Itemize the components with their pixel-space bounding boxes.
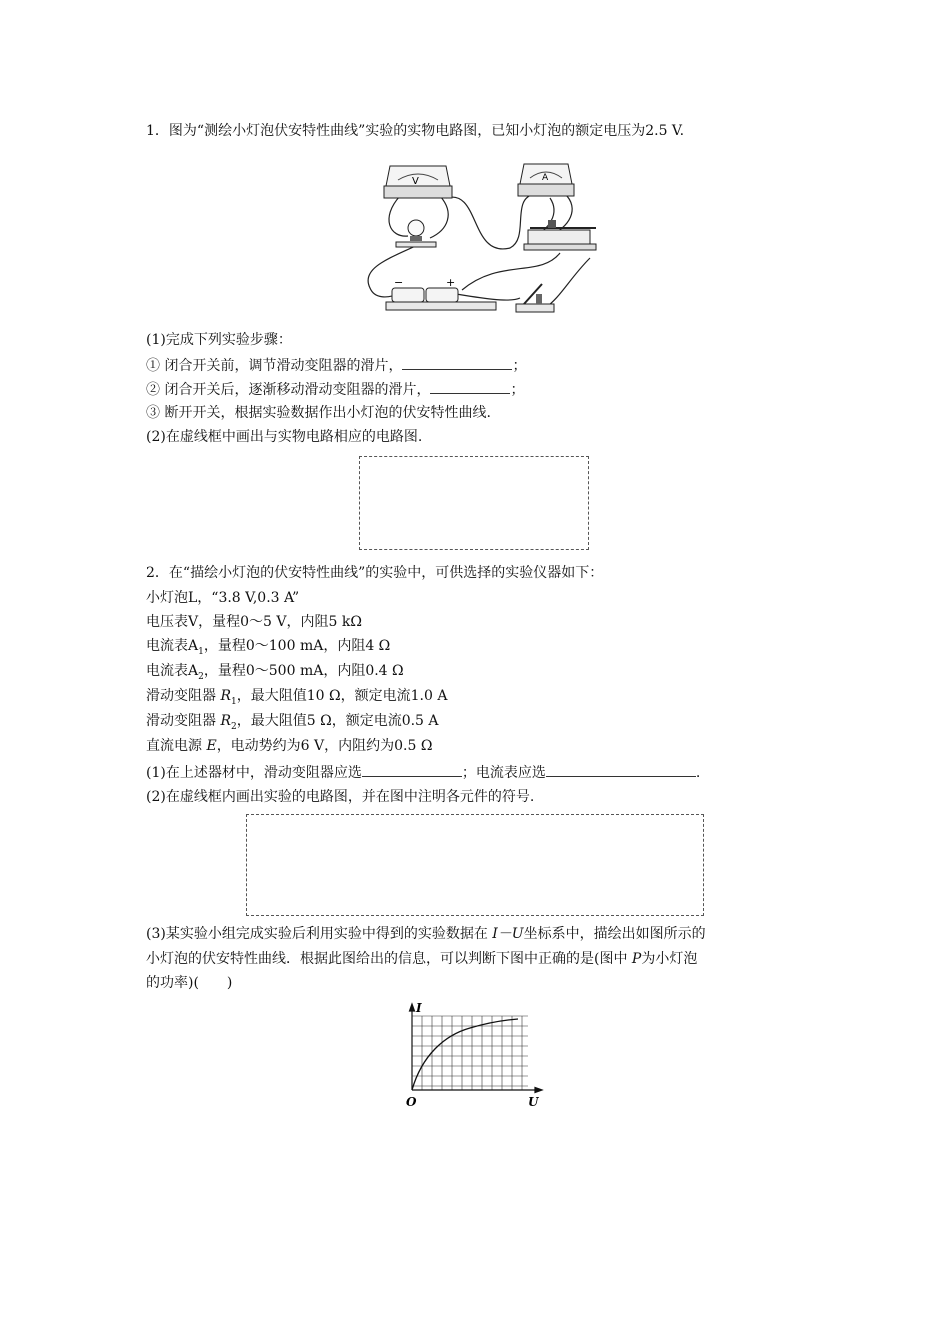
- ammeter-icon: [518, 164, 574, 196]
- switch-icon: [516, 284, 554, 312]
- q2-ammeter-blank[interactable]: [546, 762, 696, 777]
- q2-item-voltmeter: 电压表V，量程0～5 V，内阻5 kΩ: [146, 614, 362, 630]
- q2-item-r2: 滑动变阻器 $R_2$，最大阻值5 Ω，额定电流0.5 A: [146, 713, 439, 732]
- svg-text:+: +: [446, 276, 456, 289]
- lamp-icon: [396, 220, 436, 247]
- svg-text:A: A: [542, 173, 549, 183]
- battery-icon: [386, 276, 496, 310]
- q1-part1: (1)完成下列实验步骤：: [146, 332, 292, 348]
- q1-step1: ① 闭合开关前，调节滑动变阻器的滑片， ；: [146, 355, 526, 376]
- q2-item-a2: 电流表$A_2$，量程0～500 mA，内阻0.4 Ω: [146, 663, 404, 682]
- q1-part2: (2)在虚线框中画出与实物电路相应的电路图.: [146, 429, 423, 445]
- graph-y-label: I: [416, 1001, 422, 1015]
- q1-answer-box[interactable]: [359, 456, 589, 550]
- graph-y-arrow: [410, 1004, 415, 1011]
- q2-item-source: 直流电源 E，电动势约为6 V，内阻约为0.5 Ω: [146, 738, 433, 754]
- q1-step3: ③ 断开开关，根据实验数据作出小灯泡的伏安特性曲线.: [146, 405, 491, 421]
- q1-title: 1．图为“测绘小灯泡伏安特性曲线”实验的实物电路图，已知小灯泡的额定电压为2.5 V.: [146, 123, 685, 139]
- graph-grid: [412, 1016, 528, 1090]
- graph-origin-label: O: [406, 1095, 417, 1109]
- q1-step1-blank[interactable]: [402, 355, 512, 370]
- iu-graph: [400, 1000, 550, 1110]
- q1-circuit-figure: [360, 158, 620, 316]
- q2-part1: (1)在上述器材中，滑动变阻器应选 ；电流表应选 .: [146, 762, 700, 783]
- q2-part3-line3: 的功率)( ): [146, 975, 233, 991]
- q2-part3-line2: 小灯泡的伏安特性曲线．根据此图给出的信息，可以判断下图中正确的是(图中 P为小灯泡: [146, 951, 698, 967]
- voltmeter-icon: [384, 166, 452, 198]
- rheostat-icon: [524, 220, 596, 250]
- graph-x-arrow: [535, 1088, 542, 1093]
- svg-text:−: −: [394, 276, 404, 289]
- q2-rheostat-blank[interactable]: [362, 762, 462, 777]
- q2-part3-line1: (3)某实验小组完成实验后利用实验中得到的实验数据在 I－U坐标系中，描绘出如图所示的: [146, 926, 706, 942]
- graph-x-label: U: [528, 1095, 539, 1109]
- q1-step2: ② 闭合开关后，逐渐移动滑动变阻器的滑片， ；: [146, 379, 524, 400]
- q1-step2-blank[interactable]: [430, 379, 510, 394]
- q2-part2: (2)在虚线框内画出实验的电路图，并在图中注明各元件的符号.: [146, 789, 535, 805]
- q2-item-r1: 滑动变阻器 $R_1$，最大阻值10 Ω，额定电流1.0 A: [146, 688, 448, 707]
- svg-text:V: V: [412, 176, 419, 187]
- q2-title: 2．在“描绘小灯泡的伏安特性曲线”的实验中，可供选择的实验仪器如下：: [146, 565, 604, 581]
- q2-item-lamp: 小灯泡L，“3.8 V,0.3 A”: [146, 590, 300, 606]
- q2-item-a1: 电流表$A_1$，量程0～100 mA，内阻4 Ω: [146, 638, 391, 657]
- q2-answer-box[interactable]: [246, 814, 704, 916]
